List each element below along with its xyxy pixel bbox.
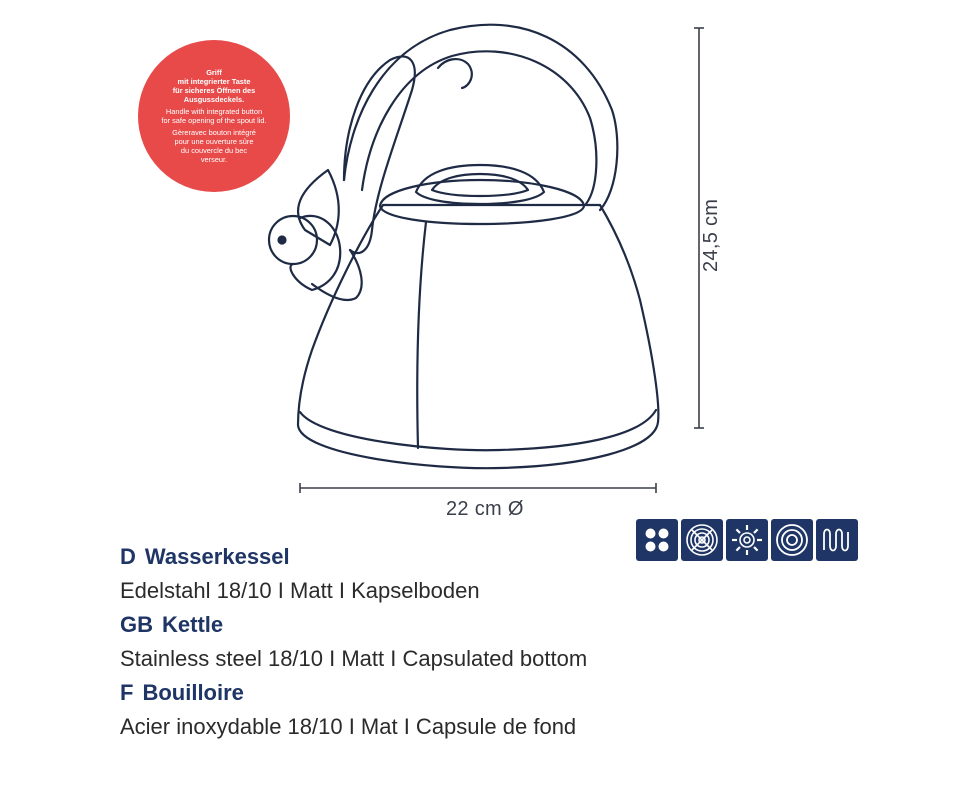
whistle-flap	[290, 216, 340, 290]
width-label: 22 cm Ø	[446, 498, 524, 520]
hob-icons	[636, 519, 858, 561]
desc-f: Acier inoxydable 18/10 I Mat I Capsule de fond	[120, 714, 577, 739]
handle-info-badge	[138, 40, 290, 192]
lang-code: D	[120, 544, 136, 569]
badge-de-line: Ausgussdeckels.	[183, 95, 245, 104]
whistle-button	[269, 216, 317, 264]
title-f	[120, 676, 587, 710]
kettle-seam	[417, 222, 426, 448]
title-de	[120, 540, 587, 574]
lang-code: GB	[120, 612, 153, 637]
desc-de: Edelstahl 18/10 I Matt I Kapselboden	[120, 578, 480, 603]
badge-de-line: Griff	[206, 68, 222, 77]
height-label: 24,5 cm	[700, 198, 722, 272]
title-gb	[120, 608, 587, 642]
kettle-base	[300, 410, 656, 450]
badge-fr-line: du couvercle du bec	[180, 146, 248, 155]
badge-en-line: Handle with integrated button	[165, 107, 263, 116]
lang-code: F	[120, 680, 134, 705]
handle-grip-top	[438, 59, 472, 88]
product-name: Wasserkessel	[144, 544, 290, 569]
kettle-body	[298, 205, 658, 468]
whistle-dot	[279, 237, 286, 244]
kettle-lid	[380, 180, 584, 224]
badge-fr-line: verseur.	[200, 155, 228, 164]
badge-fr-line: Gèreravec bouton intégré	[172, 128, 256, 137]
product-name: Kettle	[162, 612, 224, 637]
handle-grip	[344, 57, 415, 254]
lid-knob	[416, 165, 544, 204]
lid-knob-inner	[432, 174, 528, 196]
badge-de-line: mit integrierter Taste	[177, 77, 251, 86]
badge-de-line: für sicheres Öffnen des	[172, 86, 256, 95]
badge-fr-line: pour une ouverture sûre	[174, 137, 254, 146]
halogen-hob-icon	[771, 519, 813, 561]
desc-gb: Stainless steel 18/10 I Matt I Capsulated bottom	[120, 646, 588, 671]
ceramic-hob-icon	[726, 519, 768, 561]
badge-en-line: for safe opening of the spout lid.	[161, 116, 267, 125]
electric-plate-icon	[681, 519, 723, 561]
spout-cap	[298, 170, 339, 245]
induction-hob-icon	[816, 519, 858, 561]
gas-hob-icon	[636, 519, 678, 561]
product-description	[120, 540, 587, 744]
product-name: Bouilloire	[142, 680, 244, 705]
